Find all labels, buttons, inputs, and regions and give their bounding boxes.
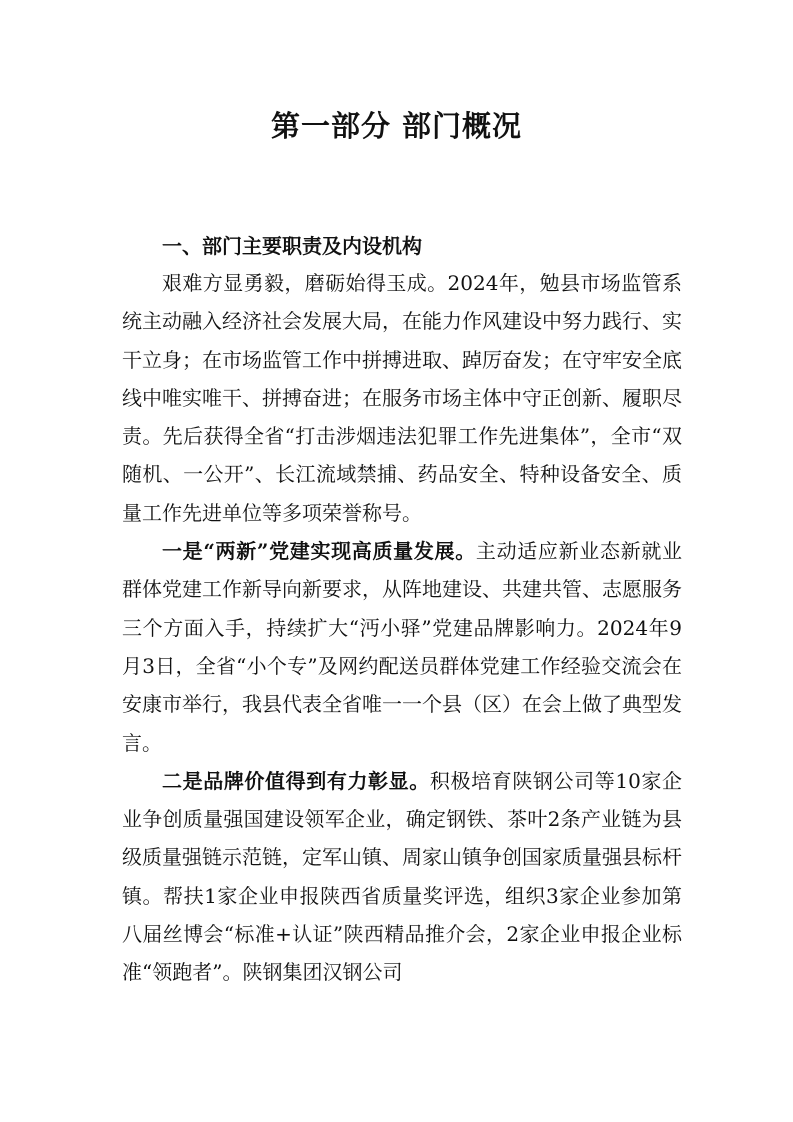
paragraph-lead: 二是品牌价值得到有力彰显。 [162, 768, 430, 793]
page-title: 第一部分 部门概况 [270, 109, 523, 143]
document-body [122, 264, 682, 992]
paragraph-intro [122, 264, 682, 532]
section-heading: 一、部门主要职责及内设机构 [162, 234, 422, 258]
paragraph-brand-value [122, 762, 682, 992]
paragraph-text: 主动适应新业态新就业群体党建工作新导向新要求，从阵地建设、共建共管、志愿服务三个方面入手，持续扩大“沔小驿”党建品牌影响力。2024年9月3日，全省“小个专”及网约配送员群体党建工作经验交流会在安康市举行，我县代表全省唯一一个县（区）在会上做了典型发言。 [122, 539, 683, 755]
paragraph-text: 积极培育陕钢公司等10家企业争创质量强国建设领军企业，确定钢铁、茶叶2条产业链为县级质量强链示范链，定军山镇、周家山镇争创国家质量强县标杆镇。帮扶1家企业申报陕西省质量奖评选，组织3家企业参加第八届丝博会“标准+认证”陕西精品推介会，2家企业申报企业标准“领跑者”。陕钢集团汉钢公司 [122, 768, 683, 985]
paragraph-text: 艰难方显勇毅，磨砺始得玉成。2024年，勉县市场监管系统主动融入经济社会发展大局，在能力作风建设中努力践行、实干立身；在市场监管工作中拼搏进取、踔厉奋发；在守牢安全底线中唯实唯干、拼搏奋进；在服务市场主体中守正创新、履职尽责。先后获得全省“打击涉烟违法犯罪工作先进集体”，全市“双随机、一公开”、长江流域禁捕、药品安全、特种设备安全、质量工作先进单位等多项荣誉称号。 [122, 271, 682, 525]
paragraph-party-building [122, 532, 682, 762]
paragraph-lead: 一是“两新”党建实现高质量发展。 [162, 539, 476, 564]
